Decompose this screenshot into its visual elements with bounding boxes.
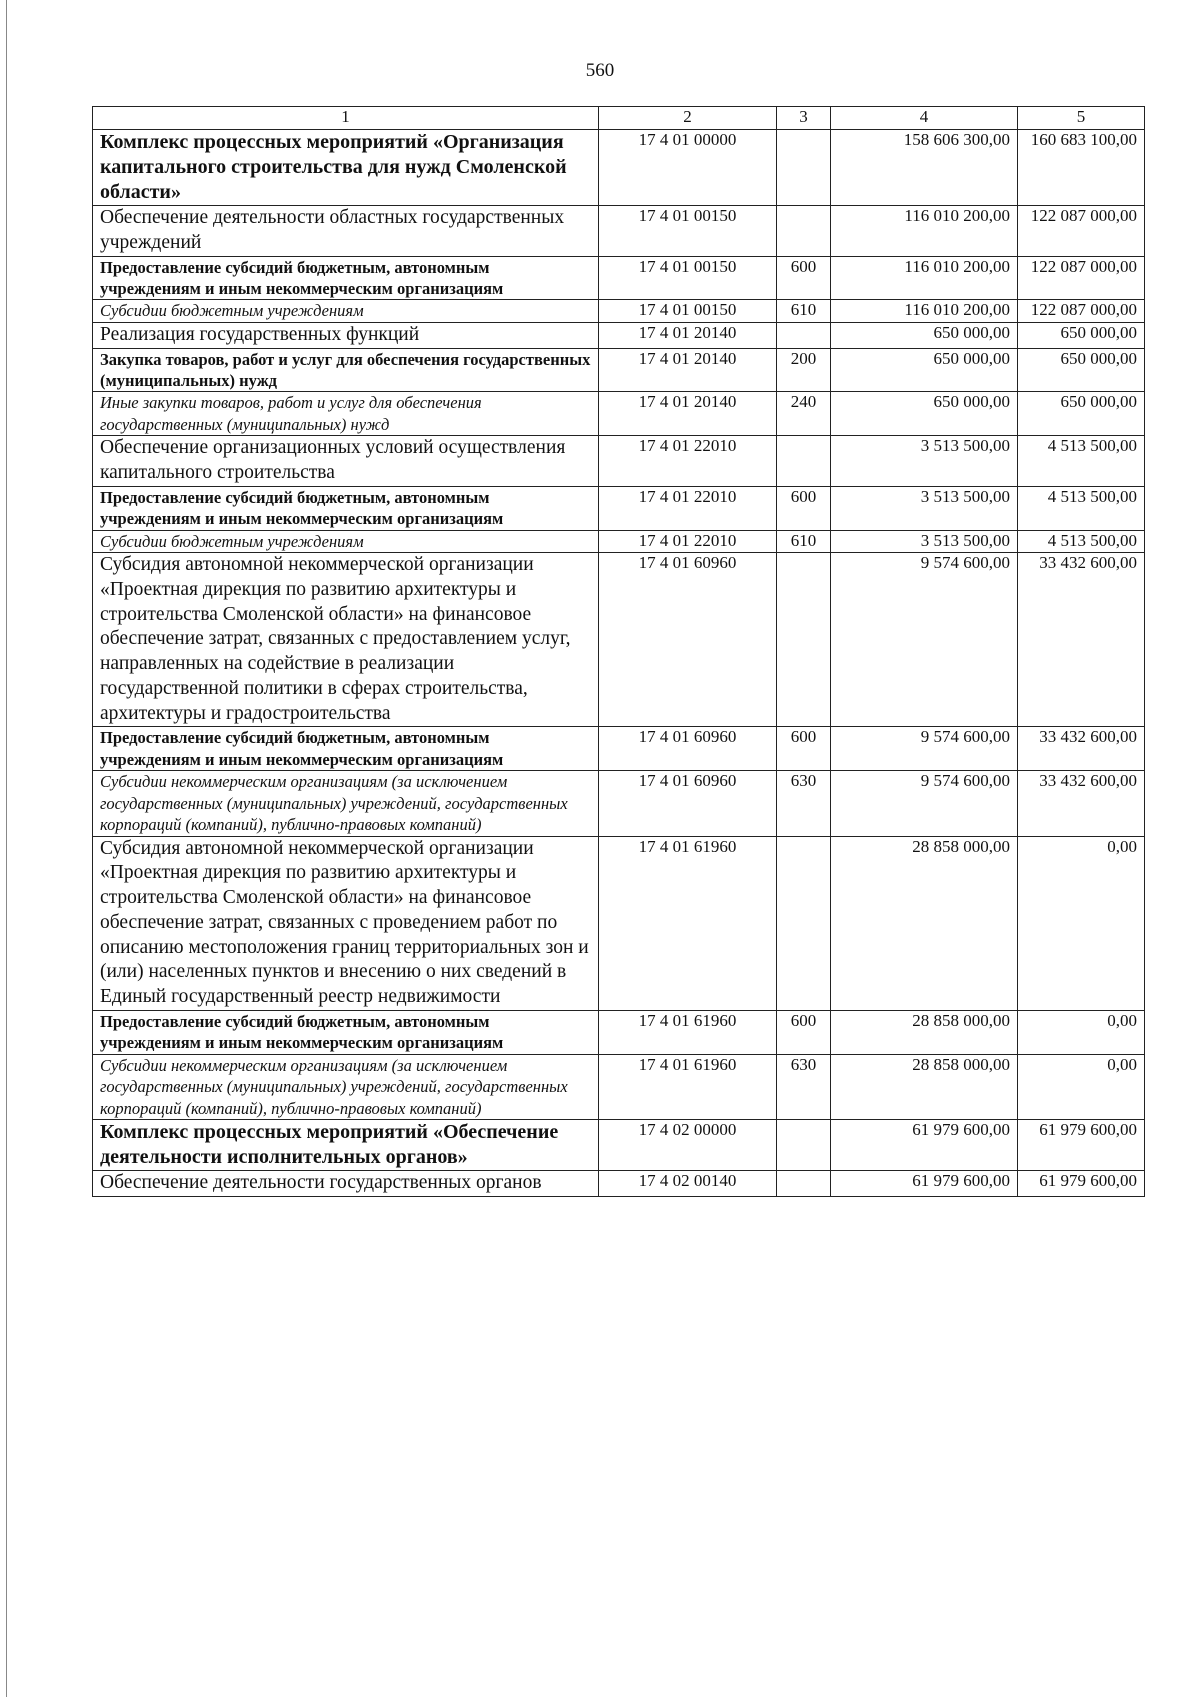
amount-year-1: 3 513 500,00 [831, 530, 1018, 552]
item-name: Предоставление субсидий бюджетным, автономным учреждениям и иным некоммерческим организациям [93, 1010, 599, 1054]
target-article-code: 17 4 01 60960 [599, 771, 777, 836]
item-name: Закупка товаров, работ и услуг для обеспечения государственных (муниципальных) нужд [93, 348, 599, 392]
table-row [93, 348, 1145, 392]
target-article-code: 17 4 02 00000 [599, 1120, 777, 1171]
table-row [93, 553, 1145, 727]
target-article-code: 17 4 01 20140 [599, 392, 777, 436]
amount-year-1: 116 010 200,00 [831, 300, 1018, 322]
expense-type-code: 600 [777, 486, 831, 530]
target-article-code: 17 4 01 22010 [599, 486, 777, 530]
amount-year-2: 4 513 500,00 [1018, 530, 1145, 552]
target-article-code: 17 4 01 20140 [599, 348, 777, 392]
target-article-code: 17 4 01 00150 [599, 206, 777, 257]
target-article-code: 17 4 01 61960 [599, 1010, 777, 1054]
expense-type-code [777, 436, 831, 487]
target-article-code: 17 4 01 00150 [599, 256, 777, 300]
item-name: Иные закупки товаров, работ и услуг для обеспечения государственных (муниципальных) нужд [93, 392, 599, 436]
expense-type-code: 600 [777, 727, 831, 771]
amount-year-2: 0,00 [1018, 1054, 1145, 1119]
table-row [93, 727, 1145, 771]
amount-year-2: 122 087 000,00 [1018, 300, 1145, 322]
amount-year-2: 0,00 [1018, 836, 1145, 1010]
table-row [93, 1010, 1145, 1054]
amount-year-2: 122 087 000,00 [1018, 206, 1145, 257]
amount-year-1: 3 513 500,00 [831, 486, 1018, 530]
page-number: 560 [585, 60, 615, 81]
amount-year-2: 61 979 600,00 [1018, 1120, 1145, 1171]
amount-year-2: 0,00 [1018, 1010, 1145, 1054]
expense-type-code [777, 206, 831, 257]
expense-type-code: 630 [777, 771, 831, 836]
amount-year-2: 4 513 500,00 [1018, 436, 1145, 487]
table-row [93, 436, 1145, 487]
target-article-code: 17 4 01 61960 [599, 836, 777, 1010]
item-name: Субсидия автономной некоммерческой организации «Проектная дирекция по развитию архитектуры и строительства Смоленской области» на финансовое обеспечение затрат, связанных с предоставлением услуг, направленных на содействие в реализации государственной политики в сферах строительства, архитектуры и градостроительства [93, 553, 599, 727]
table-row [93, 130, 1145, 206]
column-number: 3 [777, 107, 831, 130]
target-article-code: 17 4 01 22010 [599, 530, 777, 552]
amount-year-2: 122 087 000,00 [1018, 256, 1145, 300]
item-name: Предоставление субсидий бюджетным, автономным учреждениям и иным некоммерческим организациям [93, 256, 599, 300]
table-row [93, 1120, 1145, 1171]
amount-year-1: 650 000,00 [831, 348, 1018, 392]
table-row [93, 322, 1145, 348]
amount-year-1: 9 574 600,00 [831, 771, 1018, 836]
table-row [93, 836, 1145, 1010]
amount-year-2: 4 513 500,00 [1018, 486, 1145, 530]
column-number: 4 [831, 107, 1018, 130]
table-row [93, 300, 1145, 322]
amount-year-2: 33 432 600,00 [1018, 771, 1145, 836]
column-number: 5 [1018, 107, 1145, 130]
table-row [93, 771, 1145, 836]
table-row [93, 1171, 1145, 1197]
target-article-code: 17 4 01 60960 [599, 727, 777, 771]
column-number: 1 [93, 107, 599, 130]
item-name: Комплекс процессных мероприятий «Обеспечение деятельности исполнительных органов» [93, 1120, 599, 1171]
target-article-code: 17 4 01 20140 [599, 322, 777, 348]
expense-type-code: 630 [777, 1054, 831, 1119]
expense-type-code: 600 [777, 1010, 831, 1054]
amount-year-1: 28 858 000,00 [831, 1054, 1018, 1119]
column-number: 2 [599, 107, 777, 130]
table-row [93, 392, 1145, 436]
amount-year-1: 61 979 600,00 [831, 1171, 1018, 1197]
item-name: Обеспечение деятельности государственных органов [93, 1171, 599, 1197]
amount-year-1: 9 574 600,00 [831, 727, 1018, 771]
amount-year-1: 116 010 200,00 [831, 206, 1018, 257]
scan-edge-line [6, 0, 7, 1697]
amount-year-1: 61 979 600,00 [831, 1120, 1018, 1171]
expense-type-code [777, 1171, 831, 1197]
target-article-code: 17 4 02 00140 [599, 1171, 777, 1197]
budget-table-body [93, 107, 1145, 1197]
expense-type-code [777, 130, 831, 206]
item-name: Предоставление субсидий бюджетным, автономным учреждениям и иным некоммерческим организациям [93, 727, 599, 771]
amount-year-2: 33 432 600,00 [1018, 727, 1145, 771]
amount-year-1: 28 858 000,00 [831, 1010, 1018, 1054]
amount-year-2: 160 683 100,00 [1018, 130, 1145, 206]
item-name: Реализация государственных функций [93, 322, 599, 348]
expense-type-code: 610 [777, 530, 831, 552]
target-article-code: 17 4 01 60960 [599, 553, 777, 727]
target-article-code: 17 4 01 00150 [599, 300, 777, 322]
budget-table [92, 106, 1145, 1197]
expense-type-code [777, 553, 831, 727]
expense-type-code [777, 1120, 831, 1171]
expense-type-code [777, 322, 831, 348]
table-row [93, 256, 1145, 300]
item-name: Субсидии бюджетным учреждениям [93, 530, 599, 552]
amount-year-1: 650 000,00 [831, 322, 1018, 348]
target-article-code: 17 4 01 00000 [599, 130, 777, 206]
table-row [93, 206, 1145, 257]
amount-year-1: 116 010 200,00 [831, 256, 1018, 300]
amount-year-1: 650 000,00 [831, 392, 1018, 436]
item-name: Субсидии некоммерческим организациям (за исключением государственных (муниципальных) учреждений, государственных корпораций (компаний), публично-правовых компаний) [93, 1054, 599, 1119]
expense-type-code: 600 [777, 256, 831, 300]
expense-type-code [777, 836, 831, 1010]
amount-year-2: 61 979 600,00 [1018, 1171, 1145, 1197]
target-article-code: 17 4 01 22010 [599, 436, 777, 487]
amount-year-2: 33 432 600,00 [1018, 553, 1145, 727]
item-name: Предоставление субсидий бюджетным, автономным учреждениям и иным некоммерческим организациям [93, 486, 599, 530]
item-name: Субсидии бюджетным учреждениям [93, 300, 599, 322]
expense-type-code: 240 [777, 392, 831, 436]
amount-year-1: 3 513 500,00 [831, 436, 1018, 487]
amount-year-2: 650 000,00 [1018, 392, 1145, 436]
amount-year-1: 9 574 600,00 [831, 553, 1018, 727]
column-number-row [93, 107, 1145, 130]
item-name: Субсидии некоммерческим организациям (за исключением государственных (муниципальных) учреждений, государственных корпораций (компаний), публично-правовых компаний) [93, 771, 599, 836]
amount-year-2: 650 000,00 [1018, 348, 1145, 392]
amount-year-1: 28 858 000,00 [831, 836, 1018, 1010]
amount-year-1: 158 606 300,00 [831, 130, 1018, 206]
target-article-code: 17 4 01 61960 [599, 1054, 777, 1119]
table-row [93, 530, 1145, 552]
expense-type-code: 610 [777, 300, 831, 322]
item-name: Субсидия автономной некоммерческой организации «Проектная дирекция по развитию архитектуры и строительства Смоленской области» на финансовое обеспечение затрат, связанных с проведением работ по описанию местоположения границ территориальных зон и (или) населенных пунктов и внесению о них сведений в Единый государственный реестр недвижимости [93, 836, 599, 1010]
table-row [93, 1054, 1145, 1119]
amount-year-2: 650 000,00 [1018, 322, 1145, 348]
expense-type-code: 200 [777, 348, 831, 392]
item-name: Обеспечение деятельности областных государственных учреждений [93, 206, 599, 257]
table-row [93, 486, 1145, 530]
item-name: Обеспечение организационных условий осуществления капитального строительства [93, 436, 599, 487]
item-name: Комплекс процессных мероприятий «Организация капитального строительства для нужд Смоленской области» [93, 130, 599, 206]
